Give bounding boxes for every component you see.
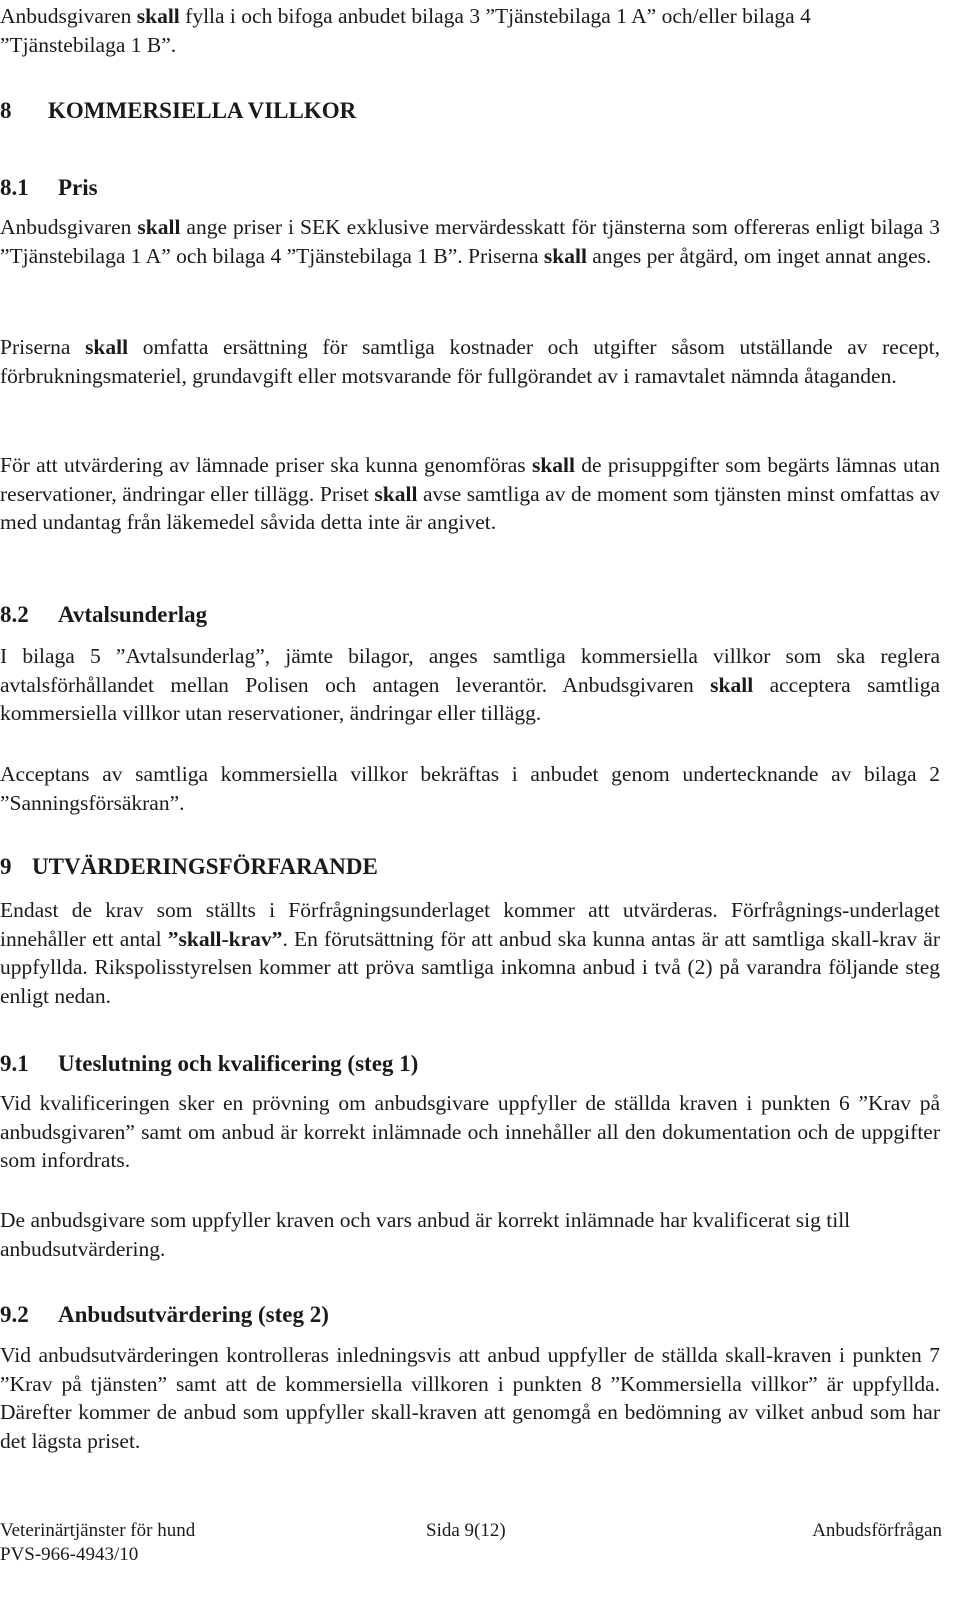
section-heading-9-2 (0, 1300, 329, 1330)
section-title: Uteslutning och kvalificering (steg 1) (58, 1051, 419, 1076)
section-heading-9 (0, 852, 378, 882)
page-footer (0, 1518, 942, 1568)
emphasis-skall: skall (543, 243, 587, 268)
paragraph-tender-evaluation: Vid anbudsutvärderingen kontrolleras inledningsvis att anbud uppfyller de ställda skall-kraven i punkten 7 ”Krav på tjänsten” samt att de kommersiella villkoren i punkten 8 ”Kommersiella villkor” är uppfyllda. Därefter kommer de anbud som uppfyller skall-kraven att genomgå en bedömning av vilket anbud som har det lägsta priset. (0, 1343, 940, 1453)
footer-document-type: Anbudsförfrågan (812, 1520, 942, 1541)
paragraph-prices: Anbudsgivaren skall ange priser i SEK exklusive mervärdesskatt för tjänsterna som offereras enligt bilaga 3 ”Tjänstebilaga 1 A” och bilaga 4 ”Tjänstebilaga 1 B”. Priserna skall anges per åtgärd, om inget annat anges. (0, 215, 940, 268)
emphasis-skall: skall (137, 215, 181, 239)
emphasis-skall: skall (374, 481, 418, 506)
paragraph-price-evaluation: För att utvärdering av lämnade priser ska kunna genomföras skall de prisuppgifter som begärts lämnas utan reservationer, ändringar eller tillägg. Priset skall avse samtliga av de moment som tjänsten minst omfattas av med undantag från läkemedel såvida detta inte är angivet. (0, 453, 940, 534)
emphasis-skall: skall (710, 672, 754, 697)
paragraph-contract-basis: I bilaga 5 ”Avtalsunderlag”, jämte bilagor, anges samtliga kommersiella villkor som ska reglera avtalsförhållandet mellan Polisen och antagen leverantör. Anbudsgivaren skall acceptera samtliga kommersiella villkor utan reservationer, ändringar eller tillägg. (0, 644, 940, 725)
section-title: Avtalsunderlag (58, 602, 208, 627)
paragraph-qualification: Vid kvalificeringen sker en prövning om anbudsgivare uppfyller de ställda kraven i punkten 6 ”Krav på anbudsgivaren” samt om anbud är korrekt inlämnade och innehåller all den dokumentation och de uppgifter som infordrats. (0, 1091, 940, 1172)
paragraph-qualified: De anbudsgivare som uppfyller kraven och vars anbud är korrekt inlämnade har kvalificerat sig till anbudsutvärdering. (0, 1208, 851, 1261)
section-number: 9 (0, 854, 12, 879)
section-title: Anbudsutvärdering (steg 2) (58, 1302, 329, 1327)
section-number: 9.2 (0, 1302, 29, 1327)
paragraph-evaluation-procedure: Endast de krav som ställts i Förfrågningsunderlaget kommer att utvärderas. Förfrågnings-underlaget innehåller ett antal ”skall-krav”. En förutsättning för att anbud ska kunna antas är att samtliga skall-krav är uppfyllda. Rikspolisstyrelsen kommer att pröva samtliga inkomna anbud i två (2) på varandra följande steg enligt nedan. (0, 898, 940, 1008)
footer-document-title: Veterinärtjänster för hund (0, 1520, 196, 1541)
section-heading-8 (0, 96, 356, 126)
section-heading-8-2 (0, 600, 207, 630)
emphasis-skall-krav: ”skall-krav” (167, 926, 283, 951)
emphasis-skall: skall (136, 4, 180, 28)
emphasis-skall: skall (531, 453, 575, 477)
section-heading-8-1 (0, 173, 98, 203)
footer-page-number: Sida 9(12) (426, 1520, 506, 1541)
emphasis-skall: skall (85, 335, 129, 359)
paragraph-price-scope: Priserna skall omfatta ersättning för samtliga kostnader och utgifter såsom utställande av recept, förbrukningsmateriel, grundavgift eller motsvarande för fullgörandet av i ramavtalet nämnda åtaganden. (0, 335, 941, 388)
section-heading-9-1 (0, 1049, 418, 1079)
section-title: Pris (58, 175, 98, 200)
section-number: 8 (0, 98, 12, 123)
section-number: 8.2 (0, 602, 29, 627)
section-number: 8.1 (0, 175, 29, 200)
section-title: KOMMERSIELLA VILLKOR (48, 98, 357, 123)
section-number: 9.1 (0, 1051, 29, 1076)
paragraph-intro: Anbudsgivaren skall fylla i och bifoga anbudet bilaga 3 ”Tjänstebilaga 1 A” och/eller bilaga 4 ”Tjänstebilaga 1 B”. (0, 4, 811, 57)
footer-reference-number: PVS-966-4943/10 (0, 1544, 139, 1565)
section-title: UTVÄRDERINGSFÖRFARANDE (32, 854, 378, 879)
paragraph-acceptance: Acceptans av samtliga kommersiella villkor bekräftas i anbudet genom undertecknande av bilaga 2 ”Sanningsförsäkran”. (0, 762, 940, 815)
